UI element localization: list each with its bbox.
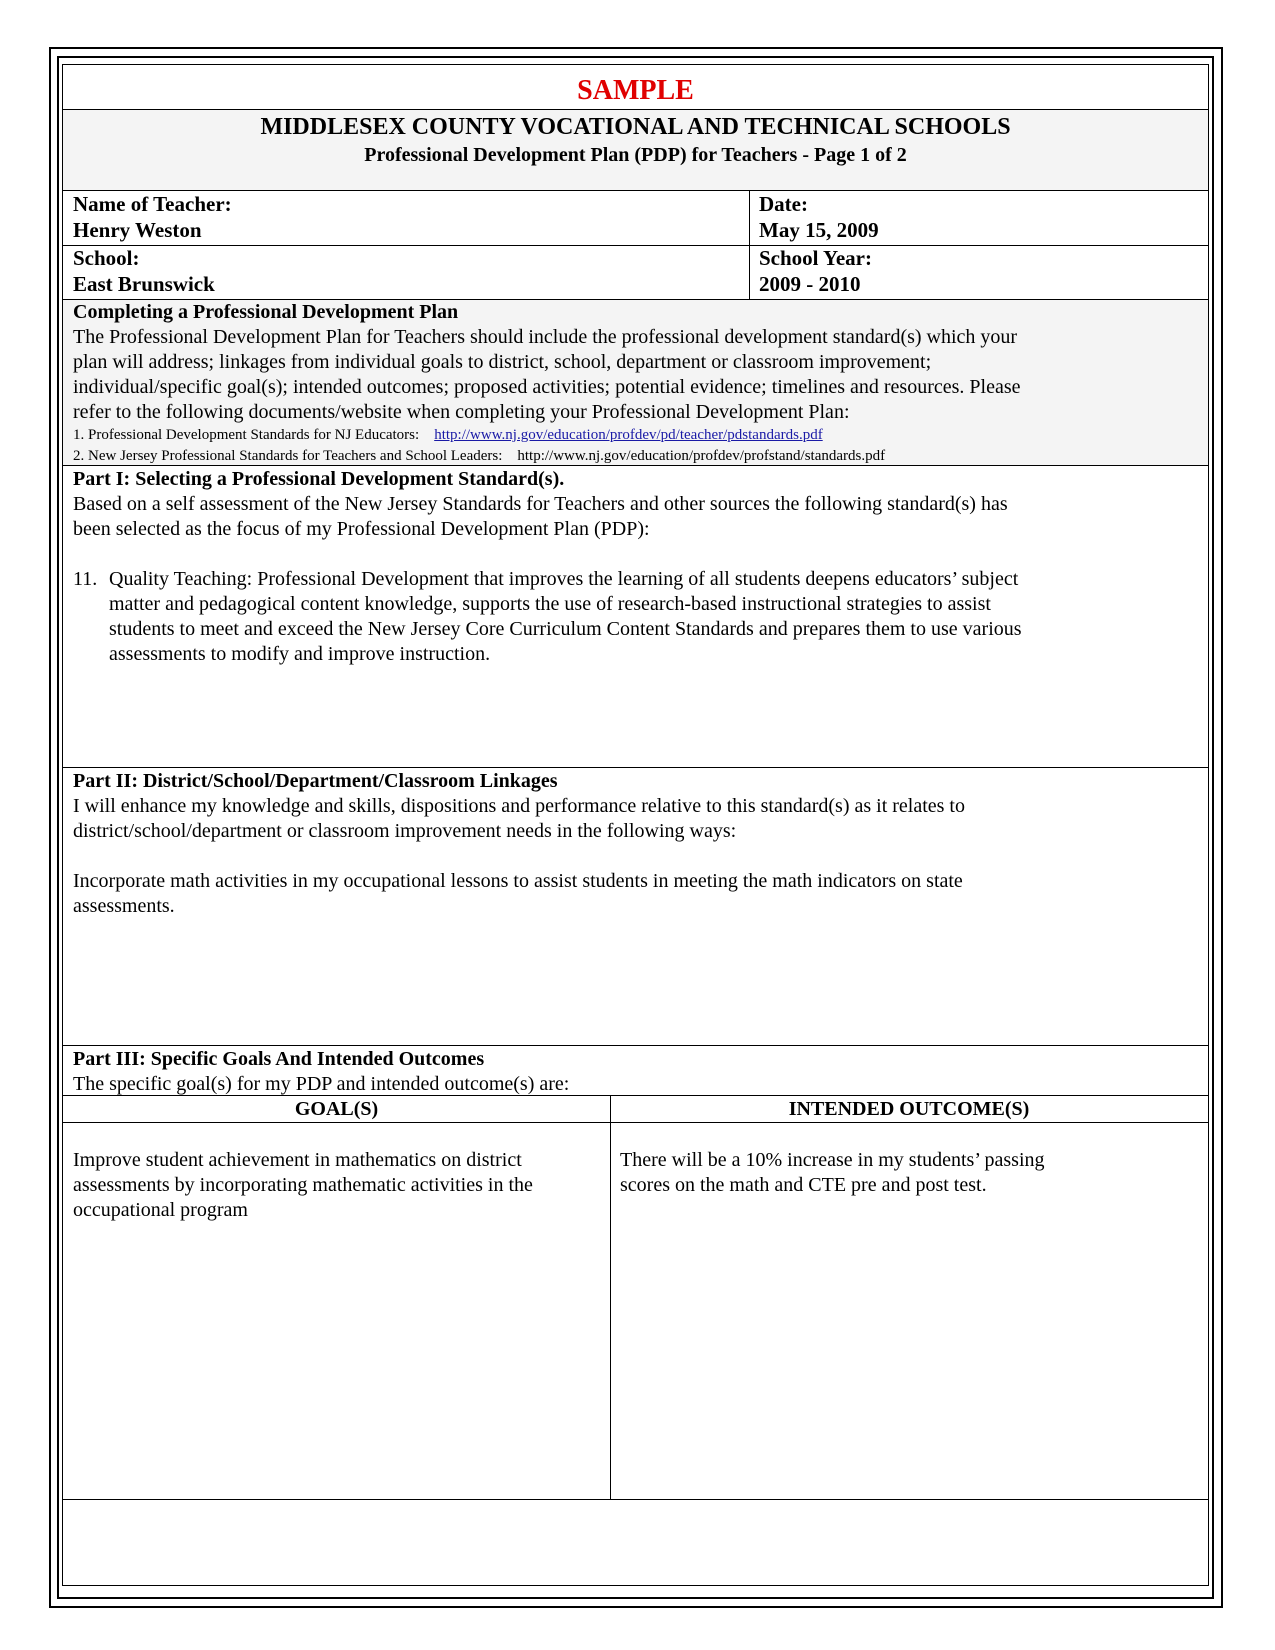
goal-line: Improve student achievement in mathematics on district bbox=[73, 1149, 522, 1171]
reference-1-link[interactable]: http://www.nj.gov/education/profdev/pd/teacher/pdstandards.pdf bbox=[434, 427, 823, 443]
outcome-line: There will be a 10% increase in my students’ passing bbox=[620, 1149, 1045, 1171]
school-name: MIDDLESEX COUNTY VOCATIONAL AND TECHNICAL SCHOOLS bbox=[260, 114, 1011, 140]
divider bbox=[63, 465, 1208, 466]
outcome-line: scores on the math and CTE pre and post test. bbox=[620, 1174, 987, 1196]
part2-response: assessments. bbox=[73, 895, 175, 917]
divider bbox=[63, 1499, 1208, 1500]
completing-line: refer to the following documents/website when completing your Professional Development Plan: bbox=[73, 401, 850, 423]
date-value: May 15, 2009 bbox=[759, 218, 879, 242]
standard-line: Quality Teaching: Professional Development that improves the learning of all students deepens educators’ subject bbox=[109, 568, 1019, 590]
part1-title: Part I: Selecting a Professional Development Standard(s). bbox=[73, 468, 565, 490]
standard-line: assessments to modify and improve instruction. bbox=[109, 643, 491, 665]
completing-line: The Professional Development Plan for Teachers should include the professional development standard(s) which your bbox=[73, 326, 1018, 348]
goal-line: occupational program bbox=[73, 1199, 248, 1221]
goal-line: assessments by incorporating mathematic activities in the bbox=[73, 1174, 533, 1196]
standard-line: matter and pedagogical content knowledge, supports the use of research-based instructional strategies to assist bbox=[109, 593, 991, 615]
school-value: East Brunswick bbox=[73, 272, 215, 296]
school-year-value: 2009 - 2010 bbox=[759, 272, 861, 296]
selected-standard bbox=[73, 567, 1198, 667]
completing-line: plan will address; linkages from individual goals to district, school, department or classroom improvement; bbox=[73, 351, 932, 373]
school-year-cell bbox=[749, 245, 1208, 299]
reference-2-label: 2. New Jersey Professional Standards for Teachers and School Leaders: bbox=[73, 448, 503, 464]
completing-title: Completing a Professional Development Plan bbox=[73, 301, 459, 323]
date-cell bbox=[749, 191, 1208, 245]
divider bbox=[63, 767, 1208, 768]
reference-1-label: 1. Professional Development Standards for NJ Educators: bbox=[73, 427, 420, 443]
part1-line: been selected as the focus of my Professional Development Plan (PDP): bbox=[73, 518, 650, 540]
blank-line bbox=[73, 542, 1198, 567]
pdp-form bbox=[62, 64, 1209, 1586]
part2-line: I will enhance my knowledge and skills, dispositions and performance relative to this standard(s) as it relates to bbox=[73, 795, 965, 817]
school-label: School: bbox=[73, 246, 140, 270]
reference-2 bbox=[73, 446, 1198, 467]
goals-table-header bbox=[63, 1096, 1208, 1122]
goals-cell bbox=[63, 1148, 610, 1468]
standard-line: students to meet and exceed the New Jersey Core Curriculum Content Standards and prepares them to use various bbox=[109, 618, 1022, 640]
goals-column-header: GOAL(S) bbox=[294, 1098, 379, 1120]
part3-section bbox=[63, 1047, 1208, 1095]
standard-number: 11. bbox=[73, 568, 98, 590]
completing-line: individual/specific goal(s); intended outcomes; proposed activities; potential evidence; timelines and resources. Please bbox=[73, 376, 1021, 398]
part1-section bbox=[63, 467, 1208, 767]
part2-response: Incorporate math activities in my occupational lessons to assist students in meeting the math indicators on state bbox=[73, 870, 963, 892]
part2-title: Part II: District/School/Department/Classroom Linkages bbox=[73, 770, 558, 792]
blank-line bbox=[73, 844, 1198, 869]
school-cell bbox=[63, 245, 749, 299]
part1-line: Based on a self assessment of the New Jersey Standards for Teachers and other sources the following standard(s) has bbox=[73, 493, 1008, 515]
part3-title: Part III: Specific Goals And Intended Outcomes bbox=[73, 1048, 485, 1070]
divider bbox=[63, 1122, 1208, 1123]
outcomes-cell bbox=[610, 1148, 1208, 1468]
form-header bbox=[63, 109, 1208, 191]
divider bbox=[749, 191, 750, 299]
divider bbox=[63, 1045, 1208, 1046]
part3-intro: The specific goal(s) for my PDP and intended outcome(s) are: bbox=[73, 1073, 570, 1095]
sample-label: SAMPLE bbox=[577, 75, 694, 106]
teacher-name-cell bbox=[63, 191, 749, 245]
teacher-name-value: Henry Weston bbox=[73, 218, 202, 242]
part2-section bbox=[63, 769, 1208, 1045]
form-title: Professional Development Plan (PDP) for Teachers - Page 1 of 2 bbox=[364, 144, 907, 166]
reference-2-url: http://www.nj.gov/education/profdev/profstand/standards.pdf bbox=[517, 448, 886, 464]
school-year-label: School Year: bbox=[759, 246, 872, 270]
reference-1 bbox=[73, 425, 1198, 446]
outcomes-column-header: INTENDED OUTCOME(S) bbox=[788, 1098, 1030, 1120]
teacher-name-label: Name of Teacher: bbox=[73, 192, 232, 216]
completing-section bbox=[63, 300, 1208, 465]
part2-line: district/school/department or classroom improvement needs in the following ways: bbox=[73, 820, 737, 842]
date-label: Date: bbox=[759, 192, 808, 216]
